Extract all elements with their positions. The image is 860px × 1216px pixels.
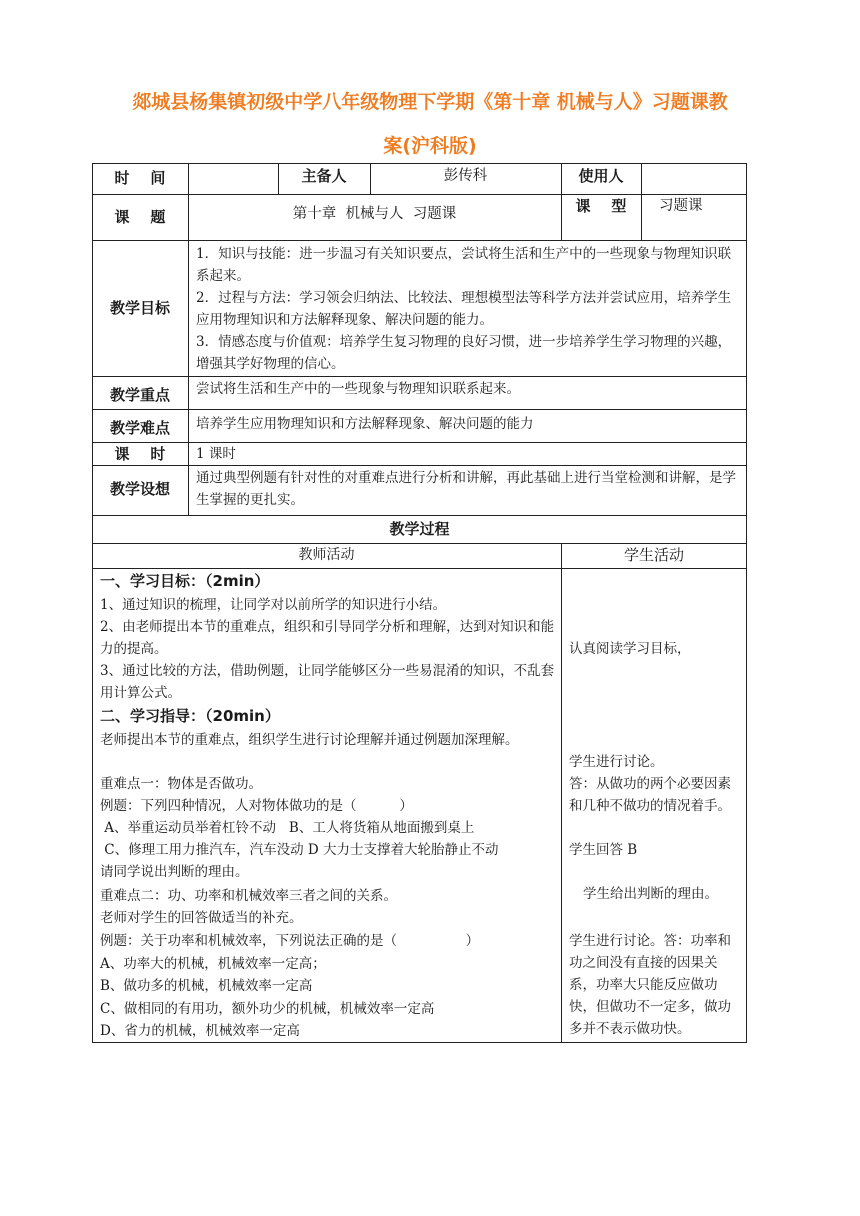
rule [92,1042,747,1043]
student-header: 学生活动 [623,546,684,564]
goals-label: 教学目标 [109,299,170,317]
student-activity-4: 学生回答 B [569,842,638,858]
section-2-title: 二、学习指导：（20min） [100,707,280,725]
key-point-value: 尝试将生活和生产中的一些现象与物理知识联系起来。 [196,381,520,397]
student-activity-2: 学生进行讨论。 [569,754,664,770]
point-2-title: 重难点二：功、功率和机械效率三者之间的关系。 [100,888,397,904]
section-1-item-2: 2、由老师提出本节的重难点，组织和引导同学分析和理解，达到对知识和能力的提高。 [100,619,555,657]
topic-value: 第十章 机械与人 习题课 [292,206,457,222]
lesson-plan-table [92,163,747,1043]
teacher-header: 教师活动 [298,547,355,563]
section-1-item-1: 1、通过知识的梳理，让同学对以前所学的知识进行小结。 [100,597,447,613]
student-activity-6: 学生进行讨论。答：功率和功之间没有直接的因果关系，功率大只能反应做功快，但做功不一定多，做功多并不表示做功快。 [569,933,731,1037]
design-value: 通过典型例题有针对性的对重难点进行分析和讲解，再此基础上进行当堂检测和讲解，是学生掌握的更扎实。 [196,470,736,508]
rule [92,163,93,1043]
hours-value: 1 课时 [196,446,236,462]
point-1-ask: 请同学说出判断的理由。 [100,864,249,880]
point-2-option-b: B、做功多的机械，机械效率一定高 [100,978,313,994]
point-2-supplement: 老师对学生的回答做适当的补充。 [100,910,303,926]
difficult-point-label: 教学难点 [109,419,170,437]
title-line-2: 案(沪科版) [383,135,477,157]
rule [92,465,747,466]
rule [92,568,747,569]
type-label: 课 型 [575,197,627,215]
point-1-question: 例题：下列四种情况，人对物体做功的是（ ） [100,798,413,814]
section-2-intro: 老师提出本节的重难点，组织学生进行讨论理解并通过例题加深理解。 [100,732,519,748]
time-label: 时 间 [114,169,166,187]
point-2-option-d: D、省力的机械，机械效率一定高 [100,1023,300,1039]
goal-item-2: 2．过程与方法：学习领会归纳法、比较法、理想模型法等科学方法并尝试应用，培养学生应用物理知识和方法解释现象、解决问题的能力。 [196,290,732,328]
document-title [92,80,768,168]
preparer-label: 主备人 [301,167,347,185]
hours-label: 课 时 [114,445,166,463]
goal-item-3: 3．情感态度与价值观：培养学生复习物理的良好习惯，进一步培养学生学习物理的兴趣，增强其学好物理的信心。 [196,334,732,372]
point-1-options-ab: A、举重运动员举着杠铃不动 B、工人将货箱从地面搬到桌上 [100,820,475,836]
rule [92,515,747,516]
rule [92,376,747,377]
user-label: 使用人 [578,167,624,185]
section-1-item-3: 3、通过比较的方法，借助例题，让同学能够区分一些易混淆的知识，不乱套用计算公式。 [100,663,555,701]
difficult-point-value: 培养学生应用物理知识和方法解释现象、解决问题的能力 [196,416,534,432]
rule [746,163,747,1043]
process-heading: 教学过程 [389,520,450,538]
rule [92,240,747,241]
point-1-options-cd: C、修理工用力推汽车，汽车没动 D 大力士支撑着大轮胎静止不动 [100,842,499,858]
point-2-option-c: C、做相同的有用功，额外功少的机械，机械效率一定高 [100,1001,435,1017]
goal-item-1: 1．知识与技能：进一步温习有关知识要点，尝试将生活和生产中的一些现象与物理知识联系起来。 [196,246,732,284]
key-point-label: 教学重点 [109,386,170,404]
title-line-1: 郯城县杨集镇初级中学八年级物理下学期《第十章 机械与人》习题课教 [132,91,728,113]
type-value: 习题课 [659,198,703,214]
topic-label: 课 题 [114,208,166,226]
point-1-title: 重难点一：物体是否做功。 [100,776,262,792]
point-2-option-a: A、功率大的机械，机械效率一定高； [100,956,326,972]
design-label: 教学设想 [109,480,170,498]
student-activity-3: 答：从做功的两个必要因素和几种不做功的情况着手。 [569,776,731,814]
rule [561,543,562,1043]
section-1-title: 一、学习目标：（2min） [100,572,270,590]
student-activity-1: 认真阅读学习目标， [569,641,691,657]
point-2-question: 例题：关于功率和机械效率，下列说法正确的是（ ） [100,933,480,949]
preparer-value: 彭传科 [443,168,488,184]
student-activity-5: 学生给出判断的理由。 [583,886,718,902]
rule [92,409,747,410]
rule [92,163,747,164]
